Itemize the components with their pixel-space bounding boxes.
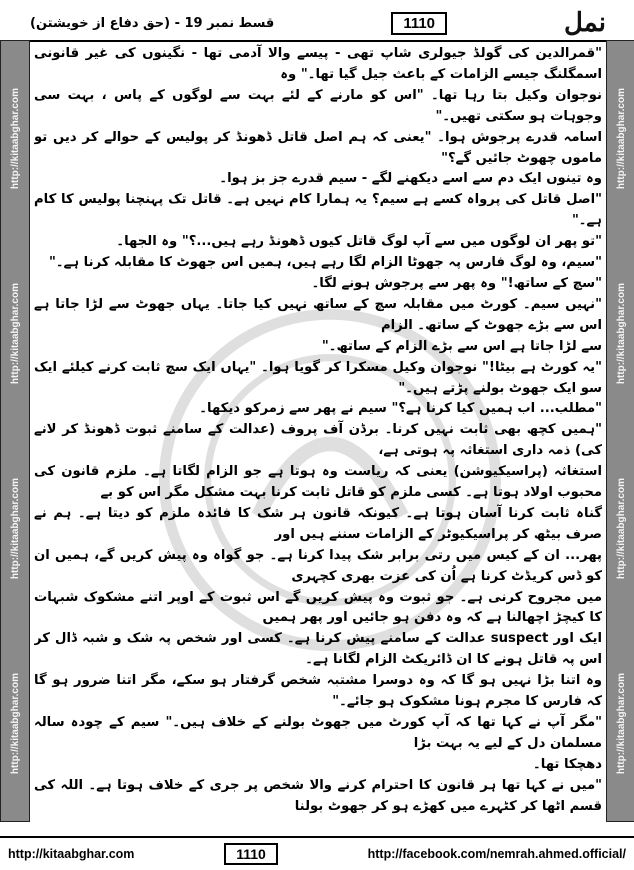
footer-facebook-link[interactable]: http://facebook.com/nemrah.ahmed.official/ [367,847,626,861]
text-line: نوجوان وکیل بتا رہا تھا۔ "اس کو مارنے کے لئے بہت سے لوگوں کے پاس ، بہت سی وجوہات ہو سکتی تھیں۔" [34,87,602,124]
text-line: وہ تینوں ایک دم سے اسے دیکھنے لگے - سیم قدرے جز بز ہوا۔ [219,171,602,187]
text-line: "مطلب... اب ہمیں کیا کرنا ہے؟" سیم نے پھر سے زمرکو دیکھا۔ [199,401,602,417]
side-url[interactable]: http://kitaabghar.com [615,87,627,190]
side-url[interactable]: http://kitaabghar.com [9,282,21,385]
left-side-bar [0,40,30,822]
text-line: "یہ کورٹ ہے بیٹا!" نوجوان وکیل مسکرا کر گویا ہوا۔ "یہاں ایک سچ ثابت کرنے کیلئے ایک سو ایک جھوٹ بولنے پڑتے ہیں۔" [34,359,602,396]
novel-logo: نمل [564,8,606,38]
text-line: میں مجروح کرنی ہے۔ جو ثبوت وہ پیش کریں گے اس ثبوت کے اوپر اتنے مشکوک شبہات کا کیچڑ اچھالنا ہے کہ وہ دفن ہو جائیں اور پھر ہمیں [34,589,602,626]
text-line: "ہمیں کچھ بھی ثابت نہیں کرنا۔ برڈن آف پروف (عدالت کے سامنے ثبوت ڈھونڈ کر لانے کی) ذمہ داری استغاثہ پہ ہوتی ہے، [34,422,602,459]
side-url[interactable]: http://kitaabghar.com [9,87,21,190]
text-line: "نہیں سیم۔ کورٹ میں مقابلہ سچ کے ساتھ نہیں کیا جاتا۔ یہاں جھوٹ سے لڑا جاتا ہے اس سے بڑے جھوٹ کے ساتھ۔ الزام [34,296,602,333]
text-line: استغاثہ (پراسیکیوشن) یعنی کہ ریاست وہ ہوتا ہے جو الزام لگاتا ہے۔ ملزم قانون کی محبوب اولاد ہوتا ہے۔ کسی ملزم کو قاتل ثابت کرنا بہت مشکل مگر اس کو بے [34,464,602,501]
side-url[interactable]: http://kitaabghar.com [9,672,21,775]
text-line: "اصل قاتل کی پرواہ کسے ہے سیم؟ یہ ہمارا کام نہیں ہے۔ قاتل تک پہنچنا پولیس کا کام ہے۔" [34,192,602,229]
side-url[interactable]: http://kitaabghar.com [615,477,627,580]
page-number-bottom: 1110 [224,843,278,865]
text-line: "تو پھر ان لوگوں میں سے آپ لوگ قاتل کیوں ڈھونڈ رہے ہیں...؟" وہ الجھا۔ [116,234,602,250]
side-url[interactable]: http://kitaabghar.com [9,477,21,580]
text-line: سے لڑا جاتا ہے اس سے بڑے الزام کے ساتھ۔" [321,338,602,354]
text-line: "مگر آپ نے کہا تھا کہ آپ کورٹ میں جھوٹ بولنے کے خلاف ہیں۔" سیم کے چودہ سالہ مسلمان دل کے لیے یہ بہت بڑا [34,715,602,751]
text-line: پھر... ان کے کیس میں رتی برابر شک پیدا کرنا ہے۔ جو گواہ وہ پیش کریں گے، ہمیں ان کو ڈس کریڈٹ کرنا ہے اُن کی عزت بھری کچہری [34,547,602,584]
text-line: "سیم، وہ لوگ فارس پہ جھوٹا الزام لگا رہے ہیں، ہمیں اس جھوٹ کا مقابلہ کرنا ہے۔" [49,255,602,271]
text-line: ایک اور suspect عدالت کے سامنے پیش کرنا ہے۔ کسی اور شخص پہ شک و شبہ ڈال کر اس پہ قاتل ہونے کا ان ڈائریکٹ الزام لگانا ہے۔ [34,631,602,668]
text-line: گناہ ثابت کرنا آسان ہوتا ہے۔ کیونکہ قانون ہر شک کا فائدہ ملزم کو دیتا ہے۔ ہم نے صرف بیٹھ کر پراسیکیوٹر کے الزامات سننے ہیں اور [34,505,602,542]
text-line: وہ اتنا بڑا نہیں ہو گا کہ وہ دوسرا مشتبہ شخص گرفتار ہو سکے، مگر اتنا ضرور ہو گا کہ فارس کا مجرم ہونا مشکوک ہو جائے۔" [34,673,602,710]
story-text [34,44,602,814]
page-number-top: 1110 [391,12,447,35]
right-side-bar [606,40,634,822]
episode-title: قسط نمبر 19 - (حق دفاع از خویشتن) [30,15,275,31]
side-url[interactable]: http://kitaabghar.com [615,282,627,385]
text-line: "میں نے کہا تھا ہر قانون کا احترام کرنے والا شخص پر جری کے خلاف ہوتا ہے۔ اللہ کی قسم اٹھا کر کٹہرے میں کھڑے ہو کر جھوٹ بولنا [34,777,602,814]
page-footer [0,836,634,870]
text-line: "سچ کے ساتھ!" وہ پھر سے پرجوش ہونے لگا۔ [311,275,602,291]
footer-site-link[interactable]: http://kitaabghar.com [8,847,135,861]
text-line: اسامہ قدرے پرجوش ہوا۔ "یعنی کہ ہم اصل قاتل ڈھونڈ کر پولیس کے حوالے کر دیں تو ماموں چھوٹ جائیں گے؟" [34,129,602,166]
text-line: "قمرالدین کی گولڈ جیولری شاپ تھی - پیسے والا آدمی تھا - نگینوں کی غیر قانونی اسمگلنگ جیسے الزامات کے باعث جیل گیا تھا۔" وہ [34,46,602,82]
text-line: دھچکا تھا۔ [533,756,602,772]
page-header [30,6,606,42]
side-url[interactable]: http://kitaabghar.com [615,672,627,775]
